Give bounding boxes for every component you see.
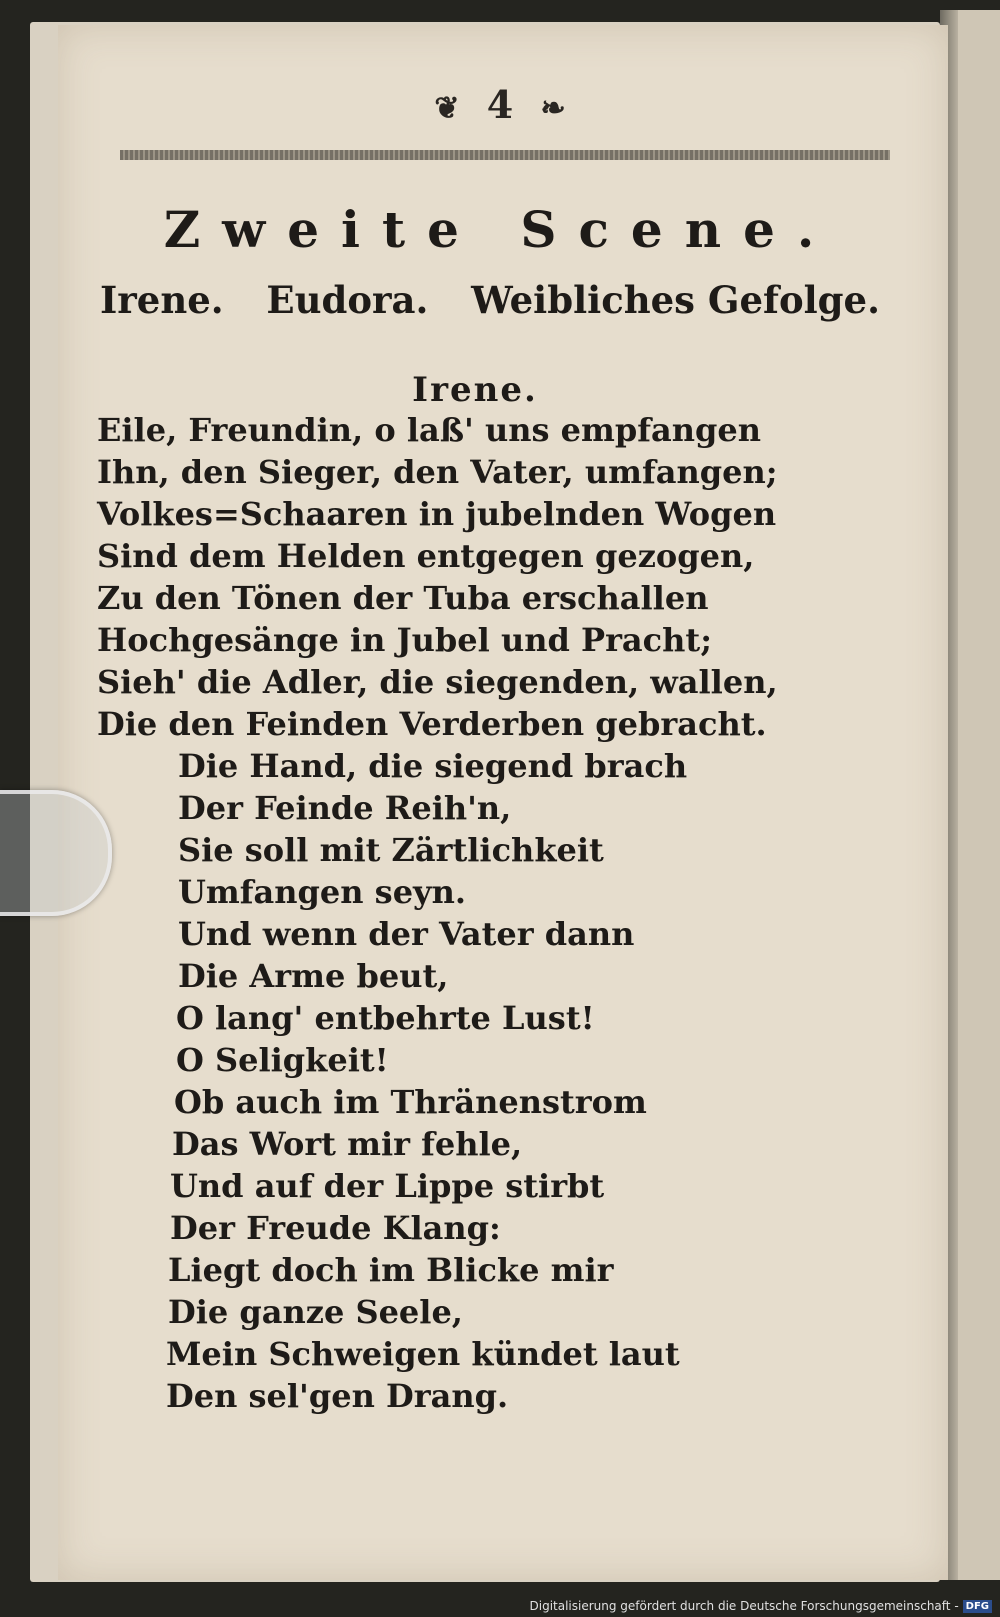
verse-line: Eile, Freundin, o laß' uns empfangen (97, 411, 761, 449)
page-number: 4 (486, 82, 514, 127)
verse-line: Die den Feinden Verderben gebracht. (97, 705, 767, 743)
digitization-credit (530, 1599, 993, 1613)
character-eudora: Eudora. (266, 278, 429, 322)
verse-line: Ob auch im Thränenstrom (174, 1083, 647, 1121)
dfg-logo-icon: DFG (963, 1600, 992, 1613)
verse-line: Die ganze Seele, (168, 1293, 463, 1331)
character-irene: Irene. (100, 278, 224, 322)
verse-line: Umfangen seyn. (178, 873, 467, 911)
credit-text: Digitalisierung gefördert durch die Deutsche Forschungsgemeinschaft - (529, 1599, 959, 1613)
ornament-left-icon: ❦ (434, 91, 460, 126)
verse-line: Der Freude Klang: (170, 1209, 501, 1247)
ornament-right-icon: ❧ (540, 91, 566, 126)
character-list (100, 278, 880, 322)
verse-line: Mein Schweigen kündet laut (166, 1335, 680, 1373)
verse-line: Liegt doch im Blicke mir (168, 1251, 614, 1289)
page-header (0, 82, 1000, 127)
verse-line: Zu den Tönen der Tuba erschallen (97, 579, 709, 617)
verse-line: Der Feinde Reih'n, (178, 789, 512, 827)
verse-line: Die Arme beut, (178, 957, 449, 995)
verse-line: Und auf der Lippe stirbt (170, 1167, 605, 1205)
speaker-name: Irene. (412, 370, 538, 410)
page-clip (0, 790, 112, 916)
character-gefolge: Weibliches Gefolge. (471, 278, 880, 322)
header-rule (120, 150, 890, 160)
verse-line: Das Wort mir fehle, (172, 1125, 523, 1163)
verse-line: O lang' entbehrte Lust! (176, 999, 595, 1037)
verse-line: Den sel'gen Drang. (166, 1377, 509, 1415)
verse-line: Hochgesänge in Jubel und Pracht; (97, 621, 712, 659)
verse-line: Sind dem Helden entgegen gezogen, (97, 537, 755, 575)
verse-line: Volkes=Schaaren in jubelnden Wogen (97, 495, 777, 533)
verse-line: Die Hand, die siegend brach (178, 747, 688, 785)
verse-line: O Seligkeit! (176, 1041, 389, 1079)
verse-line: Und wenn der Vater dann (178, 915, 635, 953)
scene-title: Zweite Scene. (163, 200, 837, 259)
verse-line: Sieh' die Adler, die siegenden, wallen, (97, 663, 778, 701)
verse-line: Sie soll mit Zärtlichkeit (178, 831, 604, 869)
verse-line: Ihn, den Sieger, den Vater, umfangen; (97, 453, 778, 491)
